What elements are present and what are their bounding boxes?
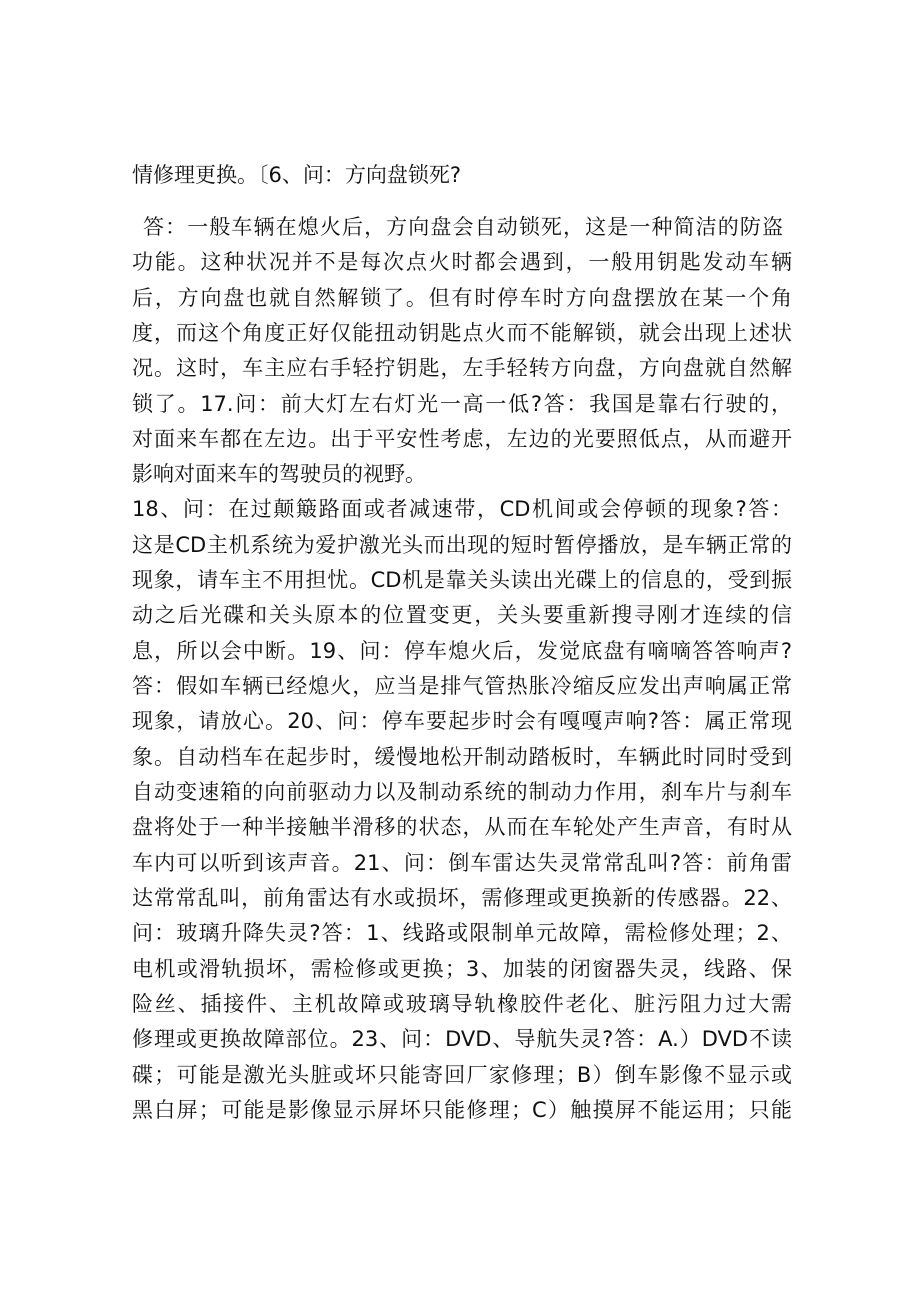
text-line: 答：一般车辆在熄火后，方向盘会自动锁死，这是一种简洁的防盗 [143,215,783,239]
text-line: 现象，请放心。20、问：停车要起步时会有嘎嘎声响?答：属正常现 [132,709,792,733]
text-line: 锁了。17.问：前大灯左右灯光一高一低?答：我国是靠右行驶的， [132,392,792,416]
text-line: 后，方向盘也就自然解锁了。但有时停车时方向盘摆放在某一个角 [132,286,792,310]
text-line: 盘将处于一种半接触半滑移的状态，从而在车轮处产生声音，有时从 [132,815,792,839]
text-line: 电机或滑轨损坏，需检修或更换；3、加装的闭窗器失灵，线路、保 [132,957,792,981]
text-line: 答：假如车辆已经熄火，应当是排气管热胀冷缩反应发出声响属正常 [132,674,792,698]
text-line: 黑白屏；可能是影像显示屏坏只能修理；C）触摸屏不能运用；只能 [132,1098,792,1122]
text-line: 达常常乱叫，前角雷达有水或损坏，需修理或更换新的传感器。22、 [132,886,792,910]
text-line: 险丝、插接件、主机故障或玻璃导轨橡胶件老化、脏污阻力过大需 [132,992,792,1016]
text-line: 18、问：在过颠簸路面或者减速带，CD机间或会停顿的现象?答： [132,497,792,521]
text-line: 动之后光碟和关头原本的位置变更，关头要重新搜寻刚才连续的信 [132,603,792,627]
text-line: 问：玻璃升降失灵?答：1、线路或限制单元故障，需检修处理；2、 [132,921,792,945]
text-line: 现象，请车主不用担忧。CD机是靠关头读出光碟上的信息的，受到振 [132,568,792,592]
text-line: 况。这时，车主应右手轻拧钥匙，左手轻转方向盘，方向盘就自然解 [132,356,792,380]
text-line: 这是CD主机系统为爱护激光头而出现的短时暂停播放，是车辆正常的 [132,533,792,557]
text-line: 影响对面来车的驾驶员的视野。 [132,462,426,486]
text-line: 情修理更换。〔6、问：方向盘锁死? [132,163,462,187]
text-line: 功能。这种状况并不是每次点火时都会遇到，一般用钥匙发动车辆 [132,250,792,274]
text-line: 碟；可能是激光头脏或坏只能寄回厂家修理；B）倒车影像不显示或 [132,1063,792,1087]
text-line: 自动变速箱的向前驱动力以及制动系统的制动力作用，刹车片与刹车 [132,780,792,804]
text-line: 度，而这个角度正好仅能扭动钥匙点火而不能解锁，就会出现上述状 [132,321,792,345]
text-line: 车内可以听到该声音。21、问：倒车雷达失灵常常乱叫?答：前角雷 [132,851,792,875]
text-line: 息，所以会中断。19、问：停车熄火后，发觉底盘有嘀嘀答答响声? [132,639,792,663]
text-line: 对面来车都在左边。出于平安性考虑，左边的光要照低点，从而避开 [132,427,792,451]
text-line: 象。自动档车在起步时，缓慢地松开制动踏板时，车辆此时同时受到 [132,745,792,769]
text-line: 修理或更换故障部位。23、问：DVD、导航失灵?答：A.）DVD不读 [132,1027,792,1051]
